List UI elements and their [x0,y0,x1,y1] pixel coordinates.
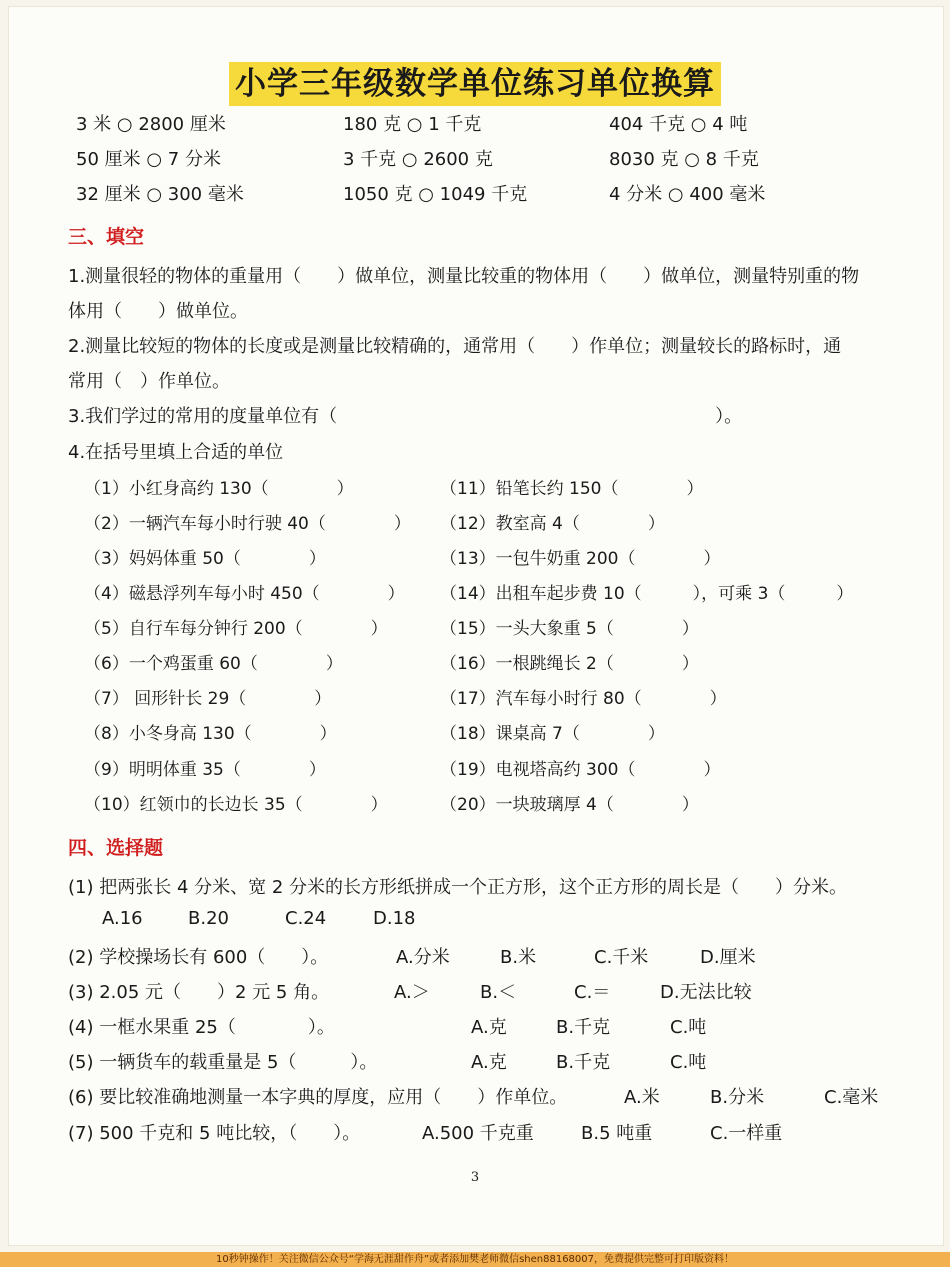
unit-item: （14）出租车起步费 10（ ），可乘 3（ ） [440,584,854,604]
unit-item: （13）一包牛奶重 200（ ） [440,549,721,569]
compare-item: 180 克 ○ 1 千克 [343,114,482,135]
choice-question: (7) 500 千克和 5 吨比较，（ ）。 [68,1123,361,1144]
choice-question: (6) 要比较准确地测量一本字典的厚度，应用（ ）作单位。 [68,1087,568,1108]
page-title: 小学三年级数学单位练习单位换算 [229,62,721,106]
choice-option: A.＞ [394,982,430,1003]
choice-option: C.千米 [594,947,649,968]
compare-item: 32 厘米 ○ 300 毫米 [76,184,244,205]
choice-option: B.分米 [710,1087,765,1108]
page-number: 3 [470,1170,480,1185]
choice-option: A.500 千克重 [422,1123,534,1144]
section-heading-fill-blank: 三、填空 [68,226,145,248]
footer-banner: 10秒钟操作！关注微信公众号“学海无涯甜作舟”或者添加樊老师微信shen88168007，免费提供完整可打印版资料！ [0,1252,950,1267]
choice-option: B.＜ [480,982,517,1003]
unit-item: （15）一头大象重 5（ ） [440,619,699,639]
section-heading-choice: 四、选择题 [68,837,164,859]
unit-item: （12）教室高 4（ ） [440,514,665,534]
compare-item: 3 米 ○ 2800 厘米 [76,114,226,135]
choice-question: (2) 学校操场长有 600（ ）。 [68,947,329,968]
unit-item: （7） 回形针长 29（ ） [84,689,332,709]
fill-question-line: 1.测量很轻的物体的重量用（ ）做单位，测量比较重的物体用（ ）做单位，测量特别重的物 [68,266,860,287]
choice-option: A.克 [471,1052,507,1073]
choice-option: B.20 [188,908,229,929]
choice-option: C.毫米 [824,1087,879,1108]
choice-question: (3) 2.05 元（ ）2 元 5 角。 [68,982,330,1003]
choice-option: A.16 [102,908,143,929]
unit-item: （18）课桌高 7（ ） [440,724,665,744]
unit-item: （16）一根跳绳长 2（ ） [440,654,699,674]
choice-option: B.5 吨重 [581,1123,653,1144]
unit-item: （4）磁悬浮列车每小时 450（ ） [84,584,405,604]
fill-question-line: 体用（ ）做单位。 [68,301,248,322]
fill-question-line: 4.在括号里填上合适的单位 [68,442,284,463]
unit-item: （8）小冬身高 130（ ） [84,724,337,744]
choice-option: C.吨 [670,1017,707,1038]
choice-option: B.千克 [556,1017,611,1038]
choice-option: D.无法比较 [660,982,752,1003]
unit-item: （19）电视塔高约 300（ ） [440,760,721,780]
unit-item: （2）一辆汽车每小时行驶 40（ ） [84,514,411,534]
choice-question: (4) 一框水果重 25（ ）。 [68,1017,335,1038]
compare-item: 1050 克 ○ 1049 千克 [343,184,528,205]
unit-item: （3）妈妈体重 50（ ） [84,549,326,569]
compare-item: 50 厘米 ○ 7 分米 [76,149,221,170]
unit-item: （10）红领巾的长边长 35（ ） [84,795,388,815]
fill-question-line: 2.测量比较短的物体的长度或是测量比较精确的，通常用（ ）作单位；测量较长的路标时，通 [68,336,842,357]
choice-option: D.18 [373,908,416,929]
compare-item: 3 千克 ○ 2600 克 [343,149,493,170]
choice-option: A.米 [624,1087,660,1108]
unit-item: （20）一块玻璃厚 4（ ） [440,795,699,815]
compare-item: 404 千克 ○ 4 吨 [609,114,748,135]
compare-item: 8030 克 ○ 8 千克 [609,149,759,170]
choice-option: C.＝ [574,982,611,1003]
unit-item: （9）明明体重 35（ ） [84,760,326,780]
choice-option: C.一样重 [710,1123,783,1144]
choice-option: C.24 [285,908,327,929]
unit-item: （6）一个鸡蛋重 60（ ） [84,654,343,674]
compare-item: 4 分米 ○ 400 毫米 [609,184,766,205]
unit-item: （5）自行车每分钟行 200（ ） [84,619,388,639]
choice-option: B.千克 [556,1052,611,1073]
choice-option: A.克 [471,1017,507,1038]
unit-item: （17）汽车每小时行 80（ ） [440,689,727,709]
title-area [0,62,950,106]
choice-option: B.米 [500,947,537,968]
choice-option: D.厘米 [700,947,756,968]
unit-item: （1）小红身高约 130（ ） [84,479,354,499]
fill-question-line: 3.我们学过的常用的度量单位有（ ）。 [68,406,743,427]
choice-question: (5) 一辆货车的载重量是 5（ ）。 [68,1052,378,1073]
choice-option: C.吨 [670,1052,707,1073]
choice-option: A.分米 [396,947,450,968]
fill-question-line: 常用（ ）作单位。 [68,371,230,392]
unit-item: （11）铅笔长约 150（ ） [440,479,704,499]
choice-question: (1) 把两张长 4 分米、宽 2 分米的长方形纸拼成一个正方形，这个正方形的周长是（ ）分米。 [68,877,848,898]
